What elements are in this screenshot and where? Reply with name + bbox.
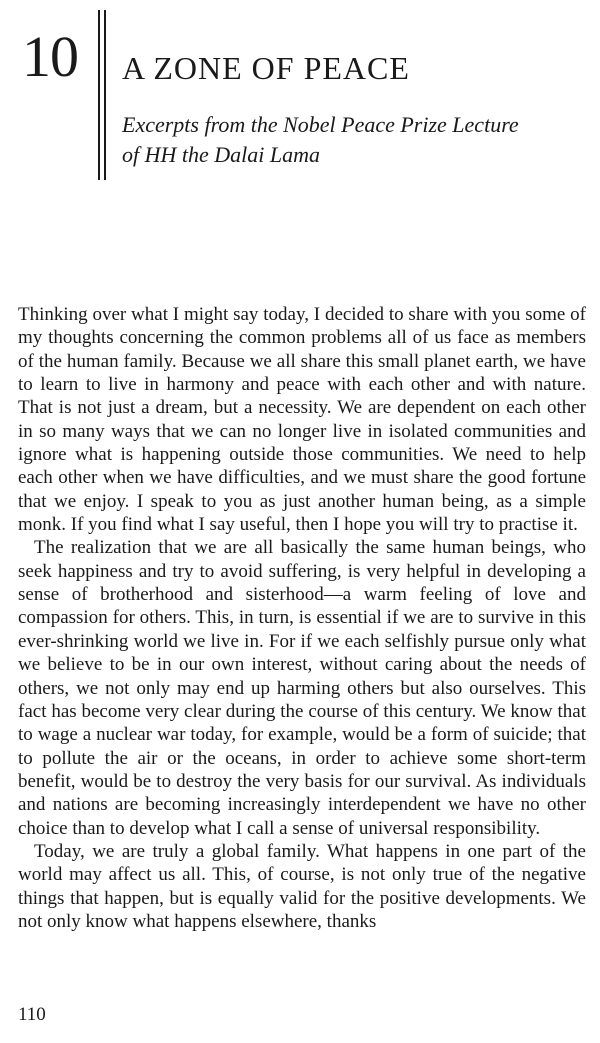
chapter-subtitle-line: of HH the Dalai Lama bbox=[122, 142, 320, 167]
paragraph: Thinking over what I might say today, I decided to share with you some of my thoughts concerning the common problems all of us face as members of the human family. Because we all share this small planet earth, we have to learn to live in harmony and peace with each other and with nature. That is not just a dream, but a necessity. We are dependent on each other in so many ways that we can no longer live in isolated communities and ignore what is happening outside those communities. We need to help each other when we have difficulties, and we must share the good fortune that we enjoy. I speak to you as just another human being, as a simple monk. If you find what I say useful, then I hope you will try to practise it. bbox=[18, 304, 586, 536]
chapter-subtitle bbox=[122, 110, 519, 170]
page-number: 110 bbox=[18, 1004, 46, 1025]
body-text bbox=[18, 303, 586, 933]
paragraph: Today, we are truly a global family. What happens in one part of the world may affect us all. This, of course, is not only true of the negative things that happen, but is equally valid for the positive developments. We not only know what happens elsewhere, thanks bbox=[18, 840, 586, 932]
chapter-subtitle-line: Excerpts from the Nobel Peace Prize Lecture bbox=[122, 112, 519, 137]
chapter-title: A ZONE OF PEACE bbox=[122, 50, 410, 86]
chapter-divider-rule bbox=[104, 10, 106, 180]
chapter-divider-rule bbox=[98, 10, 100, 180]
paragraph: The realization that we are all basically the same human beings, who seek happiness and try to avoid suffering, is very helpful in developing a sense of brotherhood and sisterhood—a warm feeling of love and compassion for others. This, in turn, is essential if we are to survive in this ever-shrinking world we live in. For if we each selfishly pursue only what we believe to be in our own interest, without caring about the needs of others, we not only may end up harming others but also ourselves. This fact has become very clear during the course of this century. We know that to wage a nuclear war today, for example, would be a form of suicide; that to pollute the air or the oceans, in order to achieve some short-term benefit, would be to destroy the very basis for our survival. As individuals and nations are becoming increasingly interdependent we have no other choice than to develop what I call a sense of universal responsibility. bbox=[18, 537, 586, 839]
chapter-number: 10 bbox=[22, 24, 78, 89]
